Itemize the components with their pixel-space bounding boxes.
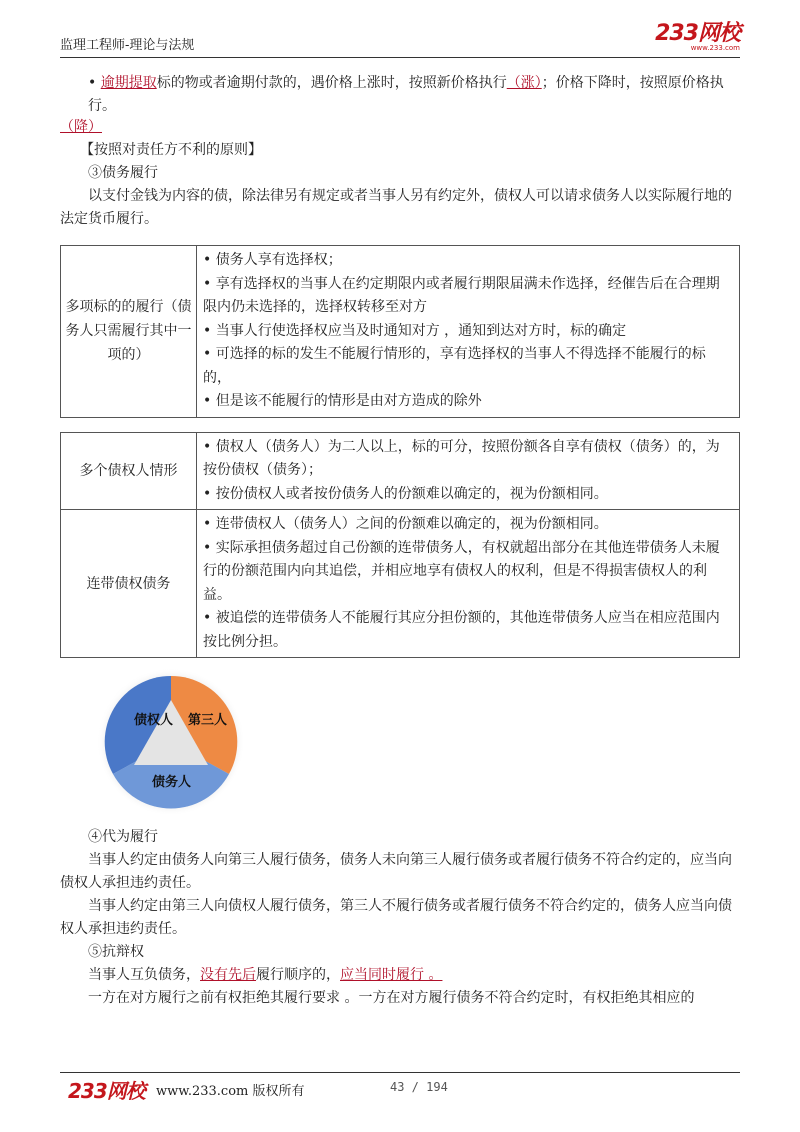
table-row bbox=[61, 432, 740, 510]
footer-copyright: www.233.com 版权所有 bbox=[156, 1084, 305, 1099]
list-item: • 债权人（债务人）为二人以上，标的可分，按照份额各自享有债权（债务）的，为按份债权（债务）； bbox=[203, 438, 720, 478]
list-item: • 连带债权人（债务人）之间的份额难以确定的，视为份额相同。 bbox=[203, 516, 608, 532]
list-item: • 享有选择权的当事人在约定期限内或者履行期限届满未作选择，经催告后在合理期限内仍未选择的，选择权转移至对方 bbox=[203, 275, 720, 315]
section-4-p2: 当事人约定由第三人向债权人履行债务，第三人不履行债务或者履行债务不符合约定的，债务人应当向债权人承担违约责任。 bbox=[60, 898, 732, 937]
text-span: 标的物或者逾期付款的，遇价格上涨时，按照新价格执行 bbox=[156, 75, 507, 91]
list-item: • 可选择的标的发生不能履行情形的，享有选择权的当事人不得选择不能履行的标的， bbox=[203, 346, 706, 386]
section-4-p1: 当事人约定由债务人向第三人履行债务，债务人未向第三人履行债务或者履行债务不符合约定的，应当向债权人承担违约责任。 bbox=[60, 852, 732, 891]
table-row bbox=[61, 510, 740, 658]
brand-logo bbox=[655, 22, 740, 52]
section-5-title: ⑤抗辩权 bbox=[88, 944, 144, 960]
lower-content bbox=[60, 826, 740, 1010]
footer-logo: 233网校 bbox=[68, 1079, 145, 1103]
list-item: • 但是该不能履行的情形是由对方造成的除外 bbox=[203, 393, 482, 409]
row-content bbox=[197, 510, 740, 658]
table-row bbox=[61, 246, 740, 418]
logo-text: 233网校 bbox=[655, 21, 740, 46]
list-item: • 按份债权人或者按份债务人的份额难以确定的，视为份额相同。 bbox=[203, 485, 608, 502]
section-5-p1 bbox=[60, 964, 740, 987]
row-content bbox=[197, 432, 740, 510]
keyword-rise: （涨） bbox=[506, 75, 542, 91]
text-span: ；价格下降时，按照原价格执行。 bbox=[88, 75, 724, 114]
keyword-no-order: 没有先后 bbox=[200, 967, 256, 983]
document-title: 监理工程师-理论与法规 bbox=[60, 38, 195, 53]
row-label: 连带债权债务 bbox=[61, 510, 197, 658]
three-party-diagram bbox=[96, 662, 246, 827]
multi-object-table bbox=[60, 245, 740, 418]
keyword-fall: （降） bbox=[60, 119, 102, 135]
bullet: • bbox=[88, 75, 97, 91]
keyword-simultaneous: 应当同时履行 。 bbox=[340, 967, 443, 983]
section-3-title: ③债务履行 bbox=[88, 165, 158, 181]
list-item: • 实际承担债务超过自己份额的连带债务人，有权就超出部分在其他连带债务人未履行的份额范围内向其追偿，并相应地享有债权人的权利，但是不得损害债权人的利益。 bbox=[203, 539, 720, 603]
text-span: 履行顺序的， bbox=[256, 967, 340, 983]
third-party-label: 第三人 bbox=[188, 713, 228, 728]
row-content bbox=[197, 246, 740, 418]
page-content bbox=[60, 72, 740, 658]
creditor-label: 债权人 bbox=[134, 713, 174, 728]
page-header bbox=[60, 22, 740, 58]
keyword-overdue: 逾期提取 bbox=[100, 75, 157, 91]
row-label: 多项标的的履行（债务人只需履行其中一项的） bbox=[61, 246, 197, 418]
list-item: • 当事人行使选择权应当及时通知对方 ，通知到达对方时，标的确定 bbox=[203, 322, 627, 339]
page-footer bbox=[60, 1072, 740, 1102]
principle-note: 【按照对责任方不利的原则】 bbox=[80, 142, 262, 158]
text-span: 当事人互负债务， bbox=[88, 967, 200, 983]
row-label: 多个债权人情形 bbox=[61, 432, 197, 510]
logo-url: www.233.com bbox=[690, 44, 740, 52]
section-4-title: ④代为履行 bbox=[88, 829, 158, 845]
joint-creditor-table bbox=[60, 432, 740, 659]
page-number: 43 / 194 bbox=[390, 1080, 448, 1094]
overdue-paragraph-cont bbox=[60, 116, 740, 139]
section-3-text: 以支付金钱为内容的债，除法律另有规定或者当事人另有约定外，债权人可以请求债务人以实际履行地的法定货币履行。 bbox=[60, 188, 732, 227]
list-item: • 债务人享有选择权； bbox=[203, 252, 342, 268]
debtor-label: 债务人 bbox=[152, 775, 192, 790]
overdue-paragraph bbox=[60, 72, 740, 118]
section-5-p2: 一方在对方履行之前有权拒绝其履行要求 。一方在对方履行债务不符合约定时，有权拒绝其相应的 bbox=[88, 990, 695, 1006]
list-item: • 被追偿的连带债务人不能履行其应分担份额的，其他连带债务人应当在相应范围内按比例分担。 bbox=[203, 610, 720, 650]
